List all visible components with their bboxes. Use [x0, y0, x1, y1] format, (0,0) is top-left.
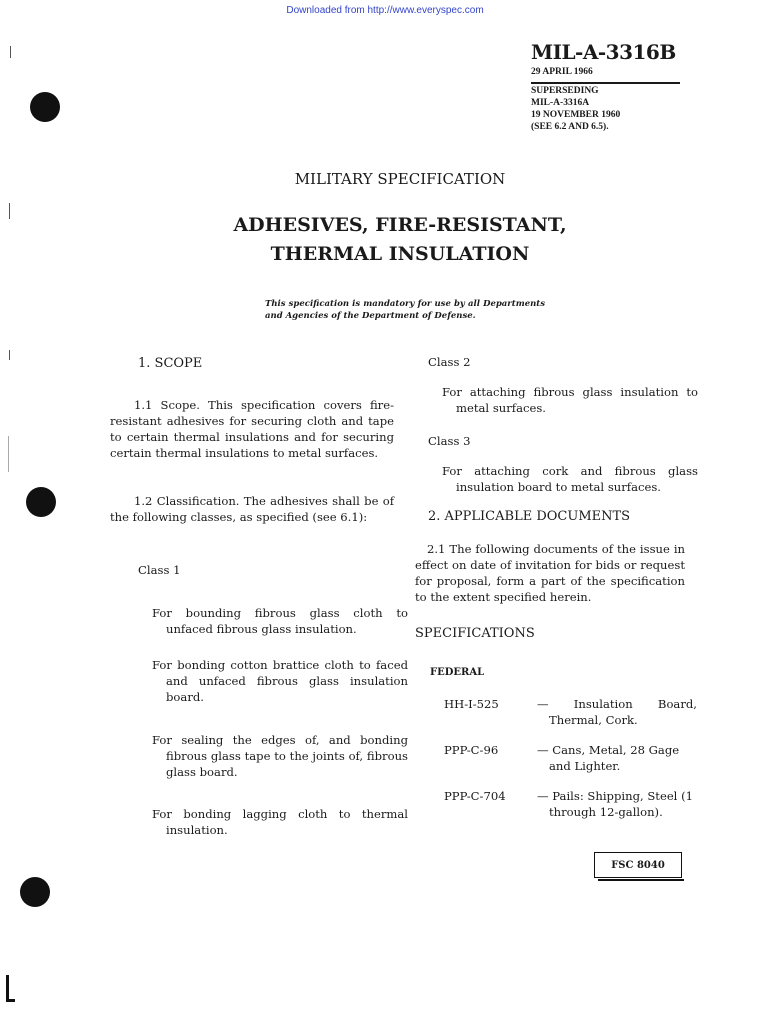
scan-mark-corner	[6, 975, 9, 1002]
fsc-code-box: FSC 8040	[594, 852, 682, 878]
class-1-item: For bounding fibrous glass cloth to unfaced fibrous glass insulation.	[152, 606, 408, 636]
military-specification-heading: MILITARY SPECIFICATION	[294, 170, 506, 188]
paragraph-1-2: 1.2 Classification. The adhesives shall be of the following classes, as specified (see 6.1):	[110, 494, 394, 524]
spec-code: PPP-C-96	[444, 743, 499, 757]
spec-code: HH-I-525	[444, 697, 499, 711]
class-2-label: Class 2	[428, 355, 471, 369]
class-1-label: Class 1	[138, 563, 181, 577]
class-3-text: For attaching cork and fibrous glass insulation board to metal surfaces.	[442, 464, 698, 494]
spec-description: — Cans, Metal, 28 Gage and Lighter.	[537, 743, 680, 773]
class-2-text: For attaching fibrous glass insulation to metal surfaces.	[442, 385, 698, 415]
paragraph-2-1: 2.1 The following documents of the issue in effect on date of invitation for bids or request for proposal, form a part of the specification to the extent specified herein.	[415, 542, 685, 604]
fsc-box-shadow	[598, 879, 684, 881]
specifications-heading: SPECIFICATIONS	[415, 626, 535, 641]
mandatory-statement: This specification is mandatory for use by all Departments and Agencies of the Department of Defense.	[265, 299, 545, 321]
class-1-item: For bonding lagging cloth to thermal insulation.	[152, 807, 408, 837]
spec-description: — Pails: Shipping, Steel (1 through 12-gallon).	[537, 789, 693, 819]
spec-code: PPP-C-704	[444, 789, 506, 803]
punch-hole-middle	[26, 487, 56, 517]
see-note: (SEE 6.2 AND 6.5).	[531, 122, 609, 132]
document-date: 29 APRIL 1966	[531, 67, 593, 77]
scan-mark-corner	[6, 999, 15, 1002]
title-line-1: ADHESIVES, FIRE-RESISTANT,	[233, 214, 567, 236]
class-3-label: Class 3	[428, 434, 471, 448]
document-number: MIL-A-3316B	[531, 40, 676, 64]
class-1-item: For bonding cotton brattice cloth to faced and unfaced fibrous glass insulation board.	[152, 658, 408, 704]
paragraph-1-1: 1.1 Scope. This specification covers fire-resistant adhesives for securing cloth and tape to certain thermal insulations and for securing certain thermal insulations to metal surfaces.	[110, 398, 394, 460]
federal-label: FEDERAL	[430, 667, 485, 678]
scan-mark	[9, 350, 10, 360]
header-rule	[531, 82, 680, 84]
punch-hole-top	[30, 92, 60, 122]
title-line-2: THERMAL INSULATION	[270, 243, 530, 265]
scan-mark	[10, 46, 11, 58]
applicable-documents-heading: 2. APPLICABLE DOCUMENTS	[428, 509, 631, 524]
scope-heading: 1. SCOPE	[138, 356, 203, 371]
punch-hole-bottom	[20, 877, 50, 907]
superseding-label: SUPERSEDING	[531, 86, 599, 96]
class-1-item: For sealing the edges of, and bonding fibrous glass tape to the joints of, fibrous glass board.	[152, 733, 408, 779]
superseded-date: 19 NOVEMBER 1960	[531, 110, 621, 120]
scan-mark	[8, 436, 9, 472]
download-banner[interactable]: Downloaded from http://www.everyspec.com	[286, 5, 484, 16]
superseded-doc: MIL-A-3316A	[531, 98, 590, 108]
spec-description: — Insulation Board, Thermal, Cork.	[537, 697, 697, 727]
